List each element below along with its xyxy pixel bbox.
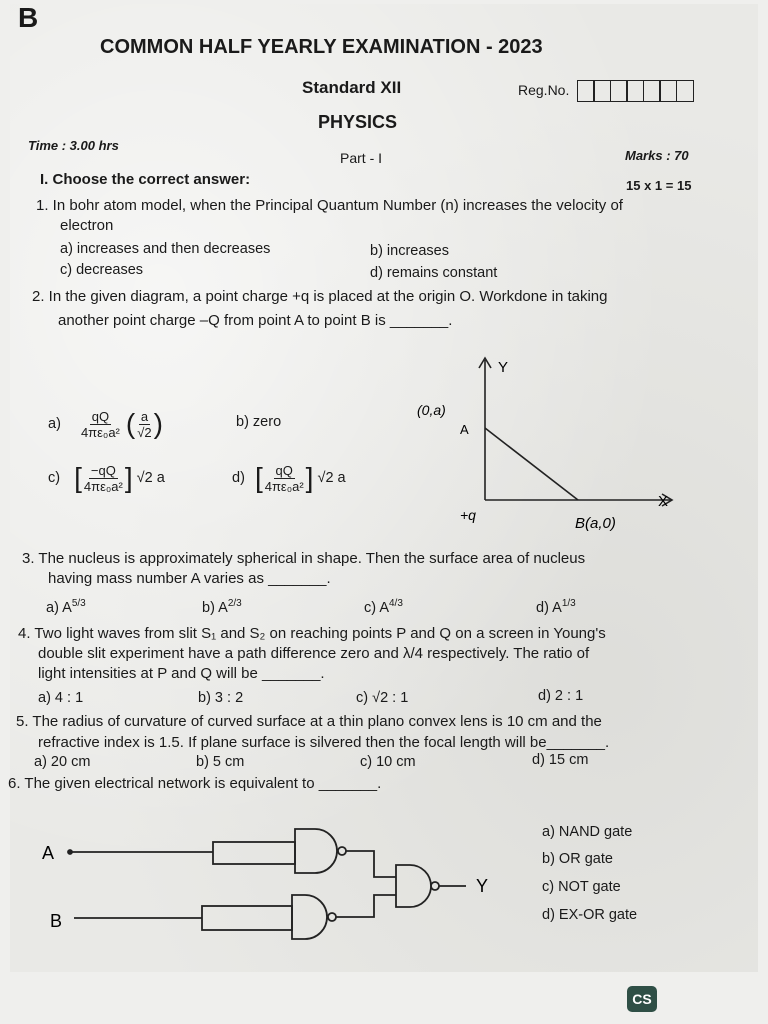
q5-option-d: d) 15 cm [532,752,589,768]
q1-option-b: b) increases [370,243,449,259]
input-a-label: A [42,843,55,863]
marks-scheme: 15 x 1 = 15 [626,178,692,193]
q2-option-b: b) zero [236,414,282,430]
origin-charge-label: +q [460,507,476,523]
q6-logic-circuit [30,815,510,945]
q6-option-b: b) OR gate [542,851,613,867]
subject-title: PHYSICS [318,112,398,132]
input-a-node [68,850,72,854]
q4-option-c: c) √2 : 1 [356,690,409,706]
q3-text: 3. The nucleus is approximately spherical in shape. Then the surface area of nucleus [22,550,586,567]
y-axis-label: Y [498,359,509,376]
x-axis-label: X [658,493,669,510]
q3-option-b: b) $A^{2/3}$ [202,598,242,616]
q3-option-d: d) $A^{1/3}$ [536,598,576,616]
point-a-coord: (0,a) [417,402,446,418]
q2-option-a: a) $\frac{qQ}{\text{4πε₀a²}}$ ( $\frac{a}{√2}$ ) [48,408,163,440]
q6-option-c: c) NOT gate [542,879,621,895]
nand-gate-2-bubble [328,913,336,921]
reg-no-label: Reg.No. [518,82,570,98]
q4-option-d: d) 2 : 1 [538,688,584,704]
section-instruction: I. Choose the correct answer: [40,171,251,188]
q5-option-a: a) 20 cm [34,754,91,770]
q5-text-cont: refractive index is 1.5. If plane surface is silvered then the focal length will be_______. [38,734,610,751]
q5-option-c: c) 10 cm [360,754,416,770]
q2-text-cont: another point charge –Q from point A to point B is _______. [58,312,453,329]
part-label: Part - I [340,150,383,166]
q3-option-a: a) $A^{5/3}$ [46,598,86,616]
nand-gate-3 [396,865,431,907]
time-label: Time : 3.00 hrs [28,138,119,153]
q1-option-c: c) decreases [60,262,144,278]
q6-text: 6. The given electrical network is equivalent to _______. [8,775,382,792]
standard-label: Standard XII [302,78,402,97]
q6-option-a: a) NAND gate [542,824,633,840]
output-y-label: Y [476,876,489,896]
q4-option-b: b) 3 : 2 [198,690,244,706]
exam-title: COMMON HALF YEARLY EXAMINATION - 2023 [100,36,543,58]
q2-charge-diagram [410,350,700,540]
q5-text: 5. The radius of curvature of curved surface at a thin plano convex lens is 10 cm and the [16,713,602,730]
wire-gate2-out [336,895,396,917]
input-buffer-a [213,842,295,864]
q1-option-d: d) remains constant [370,265,498,281]
q4-text-cont1: double slit experiment have a path difference zero and λ/4 respectively. The ratio of [38,645,590,662]
q2-option-c: c) [ $\frac{-qQ}{\text{4πε₀a²}}$ ] √2 a [48,462,165,494]
q6-option-d: d) EX-OR gate [542,907,638,923]
reg-no-boxes [578,80,694,102]
q3-option-c: c) $A^{4/3}$ [364,598,403,616]
q2-option-d: d) [ $\frac{qQ}{\text{4πε₀a²}}$ ] √2 a [232,462,346,494]
input-b-label: B [50,911,63,931]
q5-option-b: b) 5 cm [196,754,245,770]
nand-gate-1 [295,829,337,873]
q1-text-cont: electron [60,217,114,234]
set-label: B [18,2,39,33]
q4-option-a: a) 4 : 1 [38,690,84,706]
camscanner-logo: CS [627,986,657,1012]
input-buffer-b [202,906,292,930]
q2-text: 2. In the given diagram, a point charge +q is placed at the origin O. Workdone in taking [32,288,608,305]
nand-gate-2 [292,895,327,939]
wire-gate1-out [346,851,396,877]
q1-option-a: a) increases and then decreases [60,241,271,257]
path-a-to-b [485,428,578,500]
q4-text: 4. Two light waves from slit S₁ and S₂ on reaching points P and Q on a screen in Young's [18,625,606,642]
nand-gate-3-bubble [431,882,439,890]
marks-label: Marks : 70 [625,148,689,163]
point-a-label: A [460,422,469,437]
point-b-label: B(a,0) [575,515,616,532]
q1-text: 1. In bohr atom model, when the Principal Quantum Number (n) increases the velocity of [36,197,623,214]
nand-gate-1-bubble [338,847,346,855]
q3-text-cont: having mass number A varies as _______. [48,570,331,587]
q4-text-cont2: light intensities at P and Q will be _______. [38,665,325,682]
